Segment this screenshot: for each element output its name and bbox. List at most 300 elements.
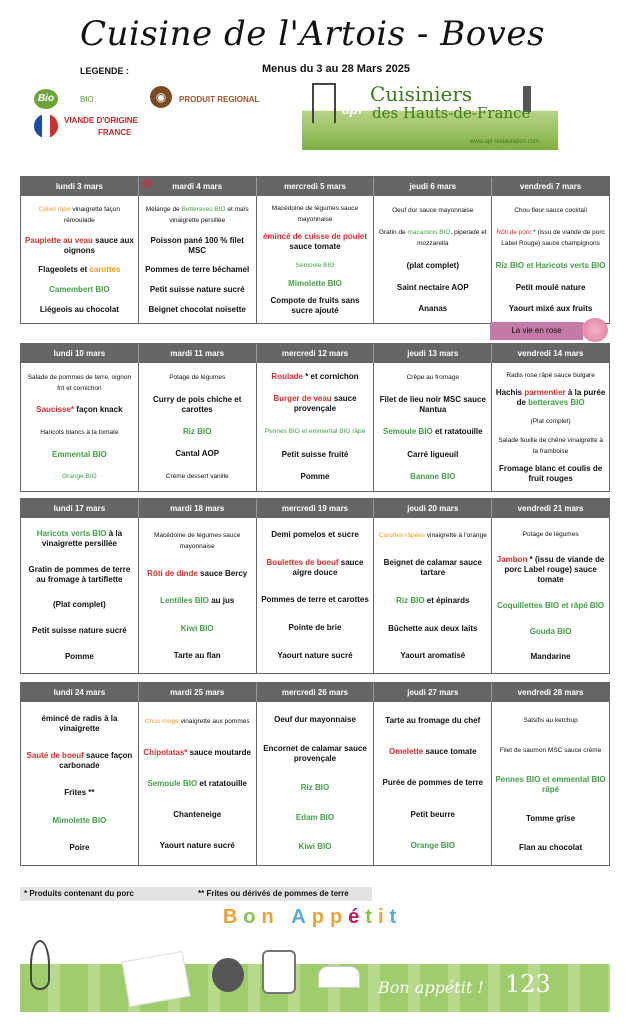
legend-bio-label: BIO <box>80 95 94 104</box>
menu-item <box>377 716 488 726</box>
menu-item <box>377 778 488 788</box>
menu-text: Compote de fruits sans sucre ajouté <box>270 296 360 316</box>
menu-text: Bûchette aux deux laits <box>388 623 478 633</box>
page-title: Cuisine de l'Artois - Boves <box>80 14 545 54</box>
menu-item <box>377 651 488 661</box>
day-header: jeudi 13 mars <box>374 344 492 363</box>
day-column <box>374 518 492 673</box>
menu-text: émincé de radis à la vinaigrette <box>41 713 118 733</box>
menu-text: carottes <box>89 265 121 275</box>
menu-item <box>377 558 488 578</box>
menu-text: Banane BIO <box>410 471 456 481</box>
menu-item <box>142 779 253 789</box>
menu-text: façon knack <box>74 405 123 415</box>
menu-item <box>142 651 253 661</box>
logo-url: www.api-restauration.com <box>470 139 540 145</box>
menu-text: Yaourt nature sucré <box>159 841 235 851</box>
menu-text: Roulade <box>271 372 303 382</box>
menu-item <box>495 283 606 293</box>
menu-text: et maïs vinaigrette persillée <box>169 205 249 224</box>
menu-item <box>495 529 606 540</box>
footnote-porc: * Produits contenant du porc <box>24 889 134 898</box>
menu-text: sauce Bercy <box>197 569 248 579</box>
menu-text: Mandarine <box>530 652 571 662</box>
menu-text: Pomme <box>300 471 330 481</box>
legend-viande-origine: VIANDE D'ORIGINE <box>64 116 138 125</box>
menu-item <box>377 596 488 606</box>
menu-text: Edam BIO <box>295 812 335 822</box>
menu-item <box>142 841 253 851</box>
menu-text: Coquillettes BIO et râpé BIO <box>497 600 605 610</box>
menu-text: Potage de légumes <box>522 530 579 538</box>
menu-item <box>24 405 135 415</box>
menu-text: Salade feuille de chêne vinaigrette à la framboise <box>498 436 603 455</box>
menu-item <box>142 716 253 727</box>
menu-item <box>495 388 606 408</box>
menu-item <box>260 530 371 540</box>
day-header: vendredi 21 mars <box>517 504 584 513</box>
menu-item <box>142 285 253 295</box>
menu-text: Chou rouge <box>144 717 179 725</box>
menu-text: , piperade et mozzarella <box>417 229 487 248</box>
menu-text: Radis rose râpé sauce bulgare <box>506 371 595 379</box>
menu-item <box>24 652 135 662</box>
menu-item <box>377 747 488 757</box>
menu-text: Oeuf dur sauce mayonnaise <box>392 206 474 214</box>
menu-item <box>24 529 135 549</box>
menu-item <box>260 260 371 271</box>
menu-text: Pennes BIO et emmental BIO râpé <box>264 428 366 436</box>
menu-text: Fromage blanc et coulis de fruit rouges <box>499 464 603 484</box>
menu-item <box>24 285 135 295</box>
logo-api-text: api <box>342 101 363 117</box>
day-column <box>257 518 375 673</box>
menu-text: Chipolatas* <box>143 747 188 757</box>
menu-text: Salade de pommes de terre, oignon frit et cornichon <box>27 373 132 392</box>
menu-text: vinaigrette à l'orange <box>424 531 487 539</box>
day-column <box>257 196 375 323</box>
menu-text: Kiwi BIO <box>180 623 214 633</box>
menu-text: Riz BIO <box>300 783 330 793</box>
day-header: mercredi 19 mars <box>257 499 375 518</box>
menu-item <box>377 530 488 541</box>
menu-text: Crêpe au fromage <box>406 374 459 382</box>
menu-text: Riz BIO et Haricots verts BIO <box>495 260 606 270</box>
day-header: jeudi 27 mars <box>374 683 492 702</box>
menu-item <box>260 203 371 225</box>
menu-text: sauce moutarde <box>187 747 251 757</box>
menu-item <box>260 813 371 823</box>
menu-item <box>377 261 488 271</box>
week-body <box>21 196 609 323</box>
bon-appetit-letter: A <box>291 906 312 928</box>
week-table <box>20 176 610 324</box>
menu-text: sauce tomate <box>289 242 341 252</box>
macaron-icon <box>582 318 608 342</box>
menu-text: et épinards <box>424 595 470 605</box>
menu-text: * et cornichon <box>302 372 359 382</box>
whisk-icon <box>30 940 50 990</box>
menu-text: Beignet chocolat noisette <box>148 305 246 315</box>
day-column <box>374 702 492 865</box>
logo-line2: des Hauts-de-France <box>372 104 531 122</box>
day-column <box>21 196 139 323</box>
menu-item <box>24 204 135 226</box>
menu-text: vinaigrette aux pommes <box>178 717 250 725</box>
day-header: jeudi 6 mars <box>374 177 492 196</box>
day-column <box>374 363 492 491</box>
day-column <box>21 363 139 491</box>
menu-text: Filet de lieu noir MSC sauce Nantua <box>379 395 486 415</box>
menu-text: Oeuf dur mayonnaise <box>274 714 356 724</box>
menu-text: (Plat complet) <box>530 417 571 425</box>
menu-item <box>24 305 135 315</box>
menu-item <box>142 569 253 579</box>
menu-item <box>495 775 606 795</box>
menu-item <box>24 565 135 585</box>
day-header: mardi 11 mars <box>139 344 257 363</box>
menu-item <box>142 236 253 256</box>
theme-day-label: La vie en rose <box>490 322 583 340</box>
menu-item <box>24 427 135 438</box>
menu-item <box>142 305 253 315</box>
legend-label: LEGENDE : <box>80 66 130 76</box>
bon-appetit-heading <box>0 906 625 929</box>
menu-text: Semoule BIO <box>295 261 335 269</box>
menu-text: Yaourt nature sucré <box>277 651 353 661</box>
banner-text: Bon appétit ! <box>378 978 484 997</box>
menu-text: Poisson pané 100 % filet MSC <box>150 235 244 255</box>
menu-item <box>260 651 371 661</box>
menu-item <box>260 394 371 414</box>
menu-text: Filet de saumon MSC sauce crème <box>499 746 602 754</box>
day-column <box>492 196 609 323</box>
menu-text: sauce façon carbonade <box>59 751 133 771</box>
menu-text: Céleri râpé <box>38 205 71 213</box>
mine-tower-icon <box>312 83 336 123</box>
menu-text: * (issu de viande de porc Label Rouge) sauce champignons <box>501 229 605 248</box>
regional-product-icon: ◉ <box>150 86 172 108</box>
menu-text: betteraves BIO <box>528 398 585 408</box>
day-column <box>492 702 609 865</box>
ribbon-icon: ✿ <box>142 178 152 190</box>
menu-item <box>142 810 253 820</box>
menu-text: Semoule BIO <box>382 427 433 437</box>
day-column <box>492 363 609 491</box>
menu-item <box>24 372 135 394</box>
menu-text: à la vinaigrette persillée <box>41 528 123 548</box>
menu-item <box>495 745 606 756</box>
menu-text: Mimolette BIO <box>288 278 342 288</box>
menu-text: Riz BIO <box>182 427 212 436</box>
menu-text: Pommes de terre et carottes <box>261 595 369 605</box>
menu-text: sauce tomate <box>423 747 477 757</box>
bon-appetit-letter: B <box>222 906 244 928</box>
menu-text: sauce aigre douce <box>292 557 364 577</box>
menu-text: Petit suisse fruité <box>281 449 349 459</box>
menu-text: Rôti de dinde <box>147 569 198 579</box>
kitchen-scale-icon <box>212 958 244 992</box>
menu-item <box>377 304 488 314</box>
menu-text: Salsifis au ketchup <box>523 716 578 724</box>
day-header: lundi 17 mars <box>21 499 139 518</box>
menu-item <box>495 601 606 611</box>
menu-text: Orange BIO <box>62 473 97 481</box>
week-table <box>20 498 610 674</box>
menu-item <box>260 372 371 382</box>
menu-text: (Plat complet) <box>52 600 106 610</box>
menu-item <box>377 395 488 415</box>
day-column <box>21 702 139 865</box>
bon-appetit-letter: o <box>243 906 262 928</box>
menu-item <box>24 843 135 853</box>
jar-icon <box>262 950 296 994</box>
menu-item <box>24 714 135 734</box>
menu-text: Saucisse* <box>36 405 75 415</box>
menu-text: Camembert BIO <box>49 285 110 295</box>
menu-text: Riz BIO <box>396 595 425 605</box>
week-header <box>21 499 609 518</box>
week-body <box>21 518 609 673</box>
menu-text: Pennes BIO et emmental BIO râpé <box>495 774 606 794</box>
day-column <box>257 702 375 865</box>
menu-item <box>142 427 253 437</box>
menu-item <box>260 296 371 316</box>
banner-number: 123 <box>505 970 551 998</box>
menu-text: Liégeois au chocolat <box>39 305 119 315</box>
menu-text: et ratatouille <box>197 778 247 788</box>
day-column <box>139 196 257 323</box>
menu-item <box>142 372 253 383</box>
menu-text: Kiwi BIO <box>298 842 332 852</box>
bon-appetit-letter: t <box>389 906 403 928</box>
day-column <box>139 702 257 865</box>
day-header: vendredi 14 mars <box>517 349 584 358</box>
menu-text: Hachis <box>495 388 525 398</box>
menu-item <box>142 471 253 482</box>
bon-appetit-letter: é <box>348 906 366 928</box>
menu-text: Beignet de calamar sauce tartare <box>383 558 482 578</box>
menu-text: Curry de pois chiche et carottes <box>152 395 242 414</box>
menu-item <box>260 623 371 633</box>
menu-item <box>377 841 488 851</box>
menu-item <box>142 748 253 758</box>
menu-text: Poire <box>69 843 90 853</box>
menu-text: Purée de pommes de terre <box>382 778 484 788</box>
day-header: mercredi 5 mars <box>257 177 375 196</box>
menu-text: Orange BIO <box>410 841 456 851</box>
menu-text: Haricots verts BIO <box>36 528 107 538</box>
menu-item <box>377 372 488 383</box>
day-header: vendredi 28 mars <box>517 688 584 697</box>
menu-item <box>142 624 253 634</box>
menu-text: Boulettes de boeuf <box>266 557 339 567</box>
menu-item <box>260 558 371 578</box>
menu-text: Ananas <box>418 304 448 314</box>
menu-text: Tomme grise <box>525 813 576 823</box>
menu-item <box>24 471 135 482</box>
menu-item <box>24 816 135 826</box>
menu-text: Petit beurre <box>410 809 456 819</box>
bio-icon: Bio <box>34 89 58 109</box>
day-header: jeudi 20 mars <box>374 499 492 518</box>
menu-text: Haricots blancs à la tomate <box>40 428 119 436</box>
menu-item <box>495 416 606 427</box>
menu-item <box>495 435 606 457</box>
day-header: mardi 18 mars <box>139 499 257 518</box>
menu-item <box>24 788 135 798</box>
menu-item <box>495 464 606 484</box>
day-header: mardi 25 mars <box>139 683 257 702</box>
menu-text: Petit suisse nature sucré <box>32 626 127 636</box>
day-header: vendredi 7 mars <box>519 182 582 191</box>
menu-text: Sauté de boeuf <box>26 751 84 761</box>
menu-item <box>260 450 371 460</box>
day-header: lundi 24 mars <box>21 683 139 702</box>
menu-item <box>24 265 135 275</box>
menu-item <box>260 783 371 793</box>
menu-item <box>24 236 135 256</box>
week-table <box>20 682 610 866</box>
day-column <box>21 518 139 673</box>
menu-text: Petit moulé nature <box>515 282 586 292</box>
legend-produit-regional: PRODUIT REGIONAL <box>179 95 260 104</box>
menu-text: Gratin de <box>378 229 408 237</box>
menu-text: et ratatouille <box>432 427 483 437</box>
menu-text: Tarte au fromage du chef <box>385 715 481 725</box>
bon-appetit-letter <box>280 906 292 929</box>
menu-text: * (issu de viande de porc Label rouge) sauce tomate <box>504 555 605 585</box>
menu-item <box>377 205 488 216</box>
week-header <box>21 177 609 196</box>
menu-item <box>495 261 606 271</box>
week-body <box>21 702 609 865</box>
menu-item <box>377 810 488 820</box>
menu-text: Pomme <box>64 652 94 662</box>
menu-text: Crème dessert vanille <box>165 473 229 480</box>
menu-item <box>377 624 488 634</box>
week-table <box>20 343 610 492</box>
menu-item <box>495 627 606 637</box>
day-column <box>139 518 257 673</box>
menu-text: Emmental BIO <box>52 449 107 459</box>
menu-item <box>495 304 606 314</box>
menu-item <box>142 265 253 275</box>
menu-item <box>495 814 606 824</box>
cake-icon <box>318 966 360 988</box>
bon-appetit-letter: i <box>377 906 390 928</box>
bon-appetit-letter: p <box>329 906 349 928</box>
menu-item <box>260 842 371 852</box>
logo-line1: Cuisiniers <box>370 82 473 106</box>
menu-item <box>24 626 135 636</box>
menu-item <box>377 450 488 460</box>
menu-text: Demi pomelos et sucre <box>271 529 359 539</box>
menu-text: Gratin de pommes de terre au fromage à tartiflette <box>28 564 131 584</box>
menu-text: sauce aux oignons <box>63 235 134 255</box>
menu-text: Rôti de porc <box>496 229 532 237</box>
day-column <box>492 518 609 673</box>
day-header: lundi 3 mars <box>21 177 139 196</box>
week-header <box>21 344 609 363</box>
menu-item <box>260 472 371 482</box>
menu-item <box>142 204 253 226</box>
menu-text: Flan au chocolat <box>519 842 583 852</box>
menu-item <box>260 279 371 289</box>
menu-item <box>495 205 606 216</box>
menu-item <box>495 715 606 726</box>
day-header: mercredi 26 mars <box>257 683 375 702</box>
menu-text: Macédoine de légumes sauce mayonnaise <box>271 204 359 223</box>
menu-text: parmentier <box>524 388 566 398</box>
week-body <box>21 363 609 491</box>
menu-text: Yaourt mixé aux fruits <box>508 304 593 314</box>
menu-text: Jambon <box>496 555 528 565</box>
menu-text: Tarte au flan <box>173 651 221 661</box>
bon-appetit-letter: n <box>261 906 280 928</box>
menu-text: Betteraves BIO <box>181 205 226 213</box>
menu-item <box>24 600 135 610</box>
day-header: mardi 4 mars <box>139 177 257 196</box>
menu-text: Mimolette BIO <box>52 815 107 825</box>
menu-text: Gouda BIO <box>529 626 572 636</box>
menu-text: au jus <box>208 596 235 606</box>
menu-date-range: Menus du 3 au 28 Mars 2025 <box>262 63 410 75</box>
menu-item <box>495 370 606 381</box>
bon-appetit-letter: t <box>365 906 378 928</box>
menu-item <box>142 596 253 606</box>
menu-item <box>495 555 606 585</box>
menu-item <box>260 595 371 605</box>
menu-item <box>377 227 488 249</box>
france-flag-icon <box>34 114 58 138</box>
menu-text: Carré ligueuil <box>407 449 459 459</box>
menu-item <box>260 232 371 252</box>
menu-text: Flageolets et <box>38 265 90 275</box>
menu-item <box>377 283 488 293</box>
day-header: mercredi 12 mars <box>257 344 375 363</box>
menu-item <box>260 715 371 725</box>
day-column <box>374 196 492 323</box>
menu-text: (plat complet) <box>406 260 460 270</box>
menu-item <box>142 395 253 415</box>
menu-text: émincé de cuisse de poulet <box>262 232 368 242</box>
menu-item <box>495 843 606 853</box>
menu-text: Chou fleur sauce cocktail <box>514 206 587 214</box>
menu-text: Cantal AOP <box>175 449 220 458</box>
day-header: lundi 10 mars <box>21 344 139 363</box>
menu-text: Petit suisse nature sucré <box>149 285 245 295</box>
day-column <box>257 363 375 491</box>
menu-text: Potage de légumes <box>169 374 226 381</box>
menu-text: Yaourt aromatisé <box>400 651 466 661</box>
menu-text: Chanteneige <box>173 810 222 820</box>
footnote-frites: ** Frites ou dérivés de pommes de terre <box>198 889 349 898</box>
menu-text: sauce provençale <box>293 394 357 414</box>
menu-text: Carottes râpées <box>378 531 425 539</box>
menu-text: Paupiette au veau <box>24 235 93 245</box>
menu-item <box>260 426 371 437</box>
legend-france: FRANCE <box>98 128 132 137</box>
menu-text: Encornet de calamar sauce provençale <box>263 744 367 764</box>
menu-text: Burger de veau <box>273 394 332 404</box>
menu-item <box>260 744 371 764</box>
week-header <box>21 683 609 702</box>
menu-text: Macédoine de légumes sauce mayonnaise <box>154 531 241 550</box>
menu-item <box>495 227 606 249</box>
day-column <box>139 363 257 491</box>
menu-text: Pointe de brie <box>288 623 342 633</box>
